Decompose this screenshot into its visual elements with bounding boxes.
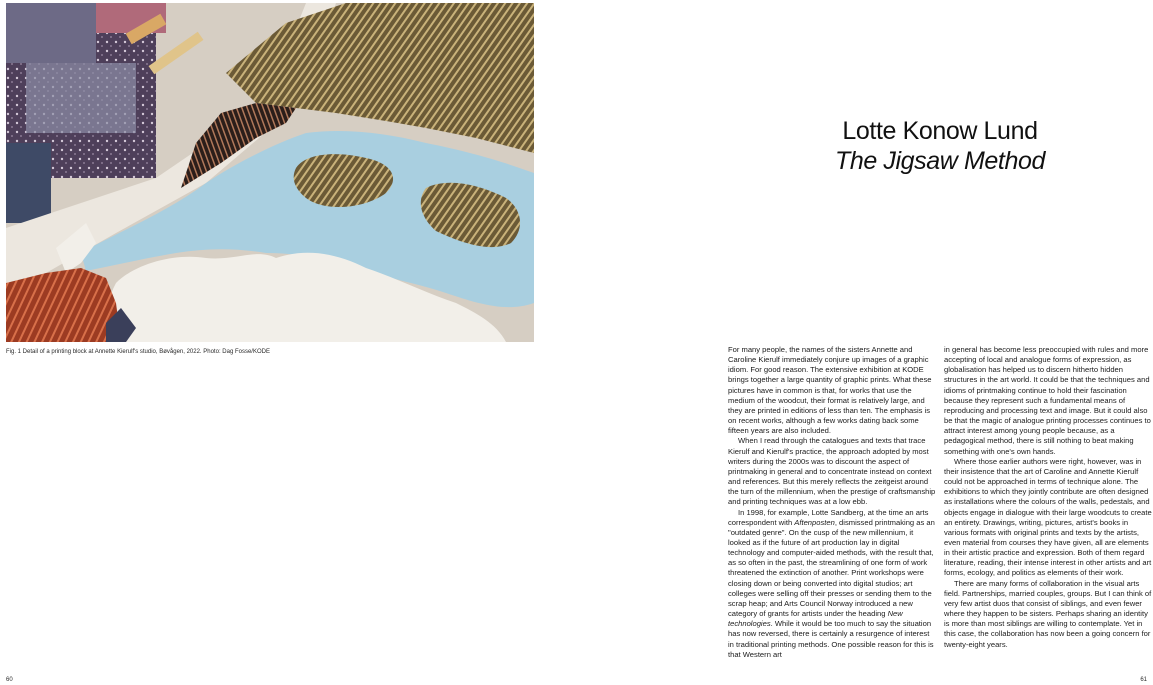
paragraph: There are many forms of collaboration in the visual arts field. Partnerships, married couples, groups. But I can think of very few artist duos that consist of siblings, and even fewer where they happen to be sisters. Perhaps sharing an identity is more than most siblings are willing to contemplate. Yet in this case, the collaboration has now been a going concern for twenty-eight years. (944, 578, 1152, 649)
grant-category-name: New technologies (728, 609, 903, 629)
paragraph: When I read through the catalogues and texts that trace Kierulf and Kierulf's practice, the approach adopted by most writers during the 2000s was to discount the aspect of printmaking in general and to concentrate instead on context and references. But this merely reflects the zeitgeist around the turn of the millennium, when the prestige of craftsmanship and printing techniques was at a low ebb. (728, 436, 936, 507)
paragraph-text: , dismissed printmaking as an "outdated genre". On the cusp of the new millennium, it looked as if the future of art production lay in digital technology and computer-aided methods, with the result that, as so often in the past, the streamlining of one form of work threatened the extinction of another. Print workshops were closing down or being converted into digital studios; art colleges were selling off their presses or sending them to the scrap heap; and Arts Council Norway introduced a new category of grants for artists under the heading (728, 517, 935, 619)
paragraph: in general has become less preoccupied with rules and more accepting of local and analogue forms of expression, as globalisation has helped us to discern hitherto hidden structures in the art world. It could be that the techniques and idioms of printmaking continue to hold their fascination because they represent such a fundamental means of reproducing and processing text and image. But it could also be that the magic of analogue printing processes continues to attract interest among young people because, as a pedagogical method, there is still nothing to beat making something with one's own hands. (944, 345, 1151, 456)
text-column-1 (728, 345, 936, 660)
figure-caption: Fig. 1 Detail of a printing block at Annette Kierulf's studio, Bøvågen, 2022. Photo: Dag Fosse/KODE (6, 349, 270, 355)
newspaper-name: Aftenposten (794, 517, 835, 527)
printing-block-photo (6, 3, 534, 342)
essay-title: The Jigsaw Method (835, 147, 1045, 175)
paragraph-text: . While it would be too much to say the situation has now reversed, there is certainly a resurgence of interest in traditional printing methods. One possible reason for this is that Western art (728, 619, 934, 659)
text-column-2 (944, 345, 1152, 650)
author-name: Lotte Konow Lund (842, 117, 1038, 145)
page-number-left: 60 (6, 677, 13, 683)
page-number-right: 61 (1140, 677, 1147, 683)
paragraph (728, 508, 936, 660)
paragraph-text: In 1998, for example, Lotte Sandberg, at the time an arts correspondent with (728, 507, 929, 527)
paragraph: For many people, the names of the sisters Annette and Caroline Kierulf immediately conjure up images of a graphic idiom. For good reason. The extensive exhibition at KODE brings together a large quantity of graphic prints. What these pictures have in common is that, for works that use the medium of the woodcut, their format is relatively large, and they are printed in editions of less than ten. The emphasis is on recent works, although a few works dating back some fifteen years are also included. (728, 345, 932, 436)
paragraph: Where those earlier authors were right, however, was in their insistence that the art of Caroline and Annette Kierulf could not be approached in terms of technique alone. The exhibitions to which they jointly contribute are often designed as installations where the colours of the walls, pedestals, and objects engage in dialogue with their large woodcuts to create an entirety. Drawings, writing, pictures, artist's books in various formats with original prints and texts by the artists, even material from courses they have given, all are elements in their artistic practice and expression. Both of them regard literature, reading, their intense interest in other artists and art forms, ecology, and politics as elements of their work. (944, 456, 1152, 578)
printing-block-illustration (6, 3, 534, 342)
essay-heading (790, 116, 1090, 176)
